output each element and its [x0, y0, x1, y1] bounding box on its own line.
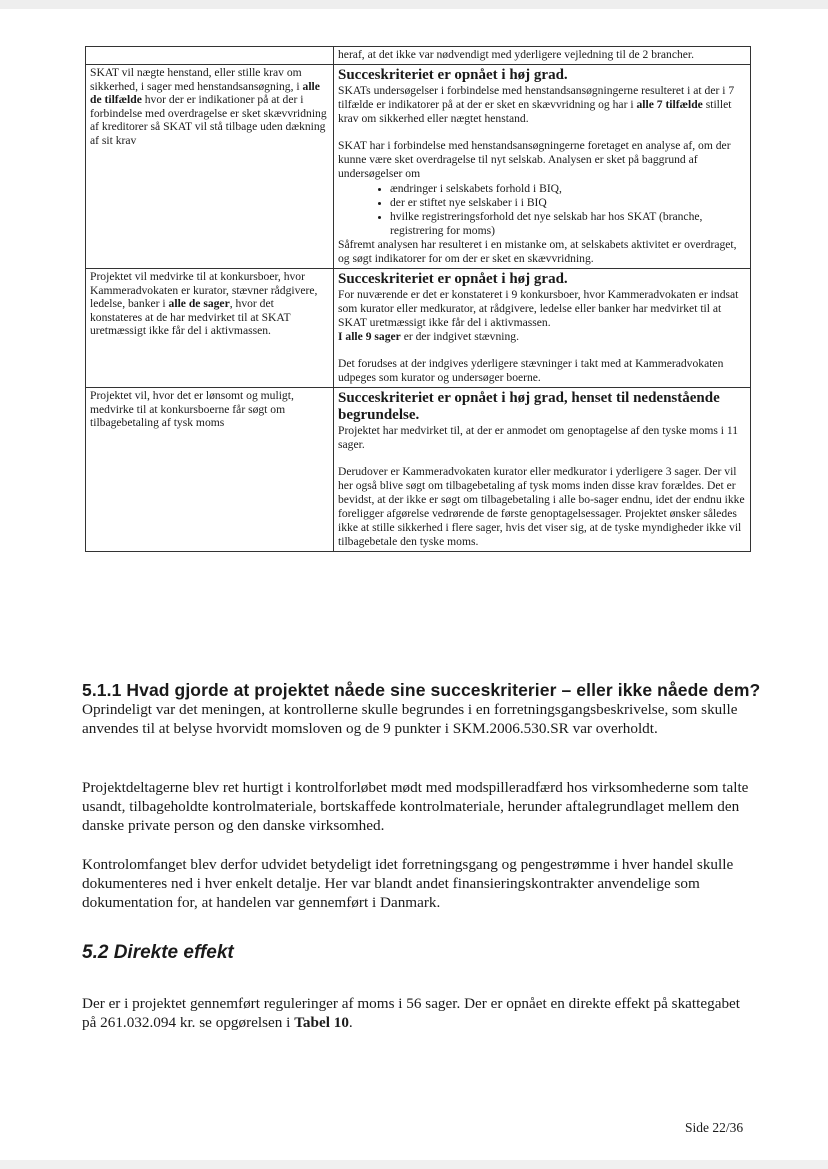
- body-paragraph: Der er i projektet gennemført reguleringer af moms i 56 sager. Der er opnået en direkte effekt på skattegabet på 261.032.094 kr. se opgørelsen i Tabel 10.: [82, 995, 740, 1031]
- result-heading: Succeskriteriet er opnået i høj grad.: [338, 271, 568, 287]
- list-item: • ændringer i selskabets forhold i BIQ,: [390, 182, 745, 196]
- result-heading: Succeskriteriet er opnået i høj grad, henset til nedenstående begrundelse.: [338, 390, 720, 423]
- table-row: [86, 65, 751, 269]
- table-cell-result: [334, 47, 751, 65]
- table-cell-result: [334, 269, 751, 388]
- success-criteria-table: [85, 46, 751, 552]
- list-item: • hvilke registreringsforhold det nye selskab har hos SKAT (branche, registrering for moms): [390, 210, 745, 238]
- result-paragraph: For nuværende er det er konstateret i 9 konkursboer, hvor Kammeradvokaten er indsat som kurator eller medkurator, at rådgivere, ledelse eller banker har medvirket til at SKAT uretmæssigt ikke får del i aktivmassen.: [338, 288, 739, 329]
- result-paragraph: Projektet har medvirket til, at der er anmodet om genoptagelse af den tyske moms i 11 sager.: [338, 424, 739, 451]
- result-paragraph: Derudover er Kammeradvokaten kurator eller medkurator i yderligere 3 sager. Der vil her også blive søgt om tilbagebetaling af tysk moms inden disse krav forældes. Det er bevidst, at der ikke er søgt om tilbagebetaling i alle bo-sager endnu, idet der endnu ikke foreligger afgørelse vedrørende de første genoptagelsessager. Projektet ønsker således ikke at stille sikkerhed i flere sager, hvis det viser sig, at de tyske myndigheder ikke vil tilbagebetale den tyske moms.: [338, 465, 745, 548]
- table-row: [86, 269, 751, 388]
- page-number: Side 22/36: [685, 1120, 744, 1135]
- result-paragraph: Det forudses at der indgives yderligere stævninger i takt med at Kammeradvokaten udpeges som kurator og undersøger boerne.: [338, 357, 724, 384]
- table-cell-result: [334, 388, 751, 552]
- table-row: [86, 388, 751, 552]
- list-item: • der er stiftet nye selskaber i i BIQ: [390, 196, 745, 210]
- table-cell-result: [334, 65, 751, 269]
- page-bottom-edge: [0, 1160, 828, 1169]
- result-heading: Succeskriteriet er opnået i høj grad.: [338, 67, 568, 83]
- table-cell-criterion: Projektet vil medvirke til at konkursboer, hvor Kammeradvokaten er kurator, stævner rådgivere, ledelse, banker i alle de sager, hvor det konstateres at de har medvirket til at SKAT uretmæssigt ikke får del i aktivmassen.: [86, 269, 334, 388]
- result-paragraph: SKAT har i forbindelse med henstandsansøgningerne foretaget en analyse af, om der kunne være sket overdragelse til nyt selskab. Analysen er sket på baggrund af undersøgelser om: [338, 139, 731, 180]
- result-paragraph: I alle 9 sager er der indgivet stævning.: [338, 330, 519, 343]
- section-heading-5-1-1: 5.1.1 Hvad gjorde at projektet nåede sine succeskriterier – eller ikke nåede dem?: [82, 680, 761, 700]
- continuation-text: heraf, at det ikke var nødvendigt med yderligere vejledning til de 2 brancher.: [338, 48, 695, 61]
- table-cell-criterion: SKAT vil nægte henstand, eller stille krav om sikkerhed, i sager med henstandsansøgning, i alle de tilfælde hvor der er indikationer på at der i forbindelse med overdragelse er sket skævvridning af kreditorer så SKAT vil stå tilbage uden dækning af sit krav: [86, 65, 334, 269]
- table-cell-criterion: Projektet vil, hvor det er lønsomt og muligt, medvirke til at konkursboerne får søgt om tilbagebetaling af tysk moms: [86, 388, 334, 552]
- section-heading-5-2: 5.2 Direkte effekt: [82, 942, 234, 963]
- body-paragraph: Projektdeltagerne blev ret hurtigt i kontrolforløbet mødt med modspilleradfærd hos virksomhederne som talte usandt, tilbageholdte kontrolmateriale, bortskaffede kontrolmateriale, herunder aftalegrundlaget mellem den danske private person og den danske virksomhed.: [82, 779, 749, 834]
- table-cell-criterion: [86, 47, 334, 65]
- result-paragraph: Såfremt analysen har resulteret i en mistanke om, at selskabets aktivitet er overdraget, og søgt indikatorer for om der er sket en skævvridning.: [338, 238, 737, 265]
- result-paragraph: SKATs undersøgelser i forbindelse med henstandsansøgningerne resulteret i at der i 7 tilfælde er indikatorer på at der er sket en skævvridning og har i alle 7 tilfælde stillet krav om sikkerhed eller nægtet henstand.: [338, 84, 735, 125]
- table-row: [86, 47, 751, 65]
- bullet-list: [338, 182, 745, 238]
- body-paragraph: Oprindeligt var det meningen, at kontrollerne skulle begrundes i en forretningsgangsbeskrivelse, som skulle anvendes til at belyse hvorvidt momsloven og de 9 punkter i SKM.2006.530.SR var overholdt.: [82, 701, 738, 737]
- body-paragraph: Kontrolomfanget blev derfor udvidet betydeligt idet forretningsgang og pengestrømme i hver handel skulle dokumenteres ned i hver enkelt detalje. Her var blandt andet finansieringskontrakter anvendelige som dokumentation for, at handelen var gennemført i Danmark.: [82, 856, 734, 911]
- page-top-edge: [0, 0, 828, 9]
